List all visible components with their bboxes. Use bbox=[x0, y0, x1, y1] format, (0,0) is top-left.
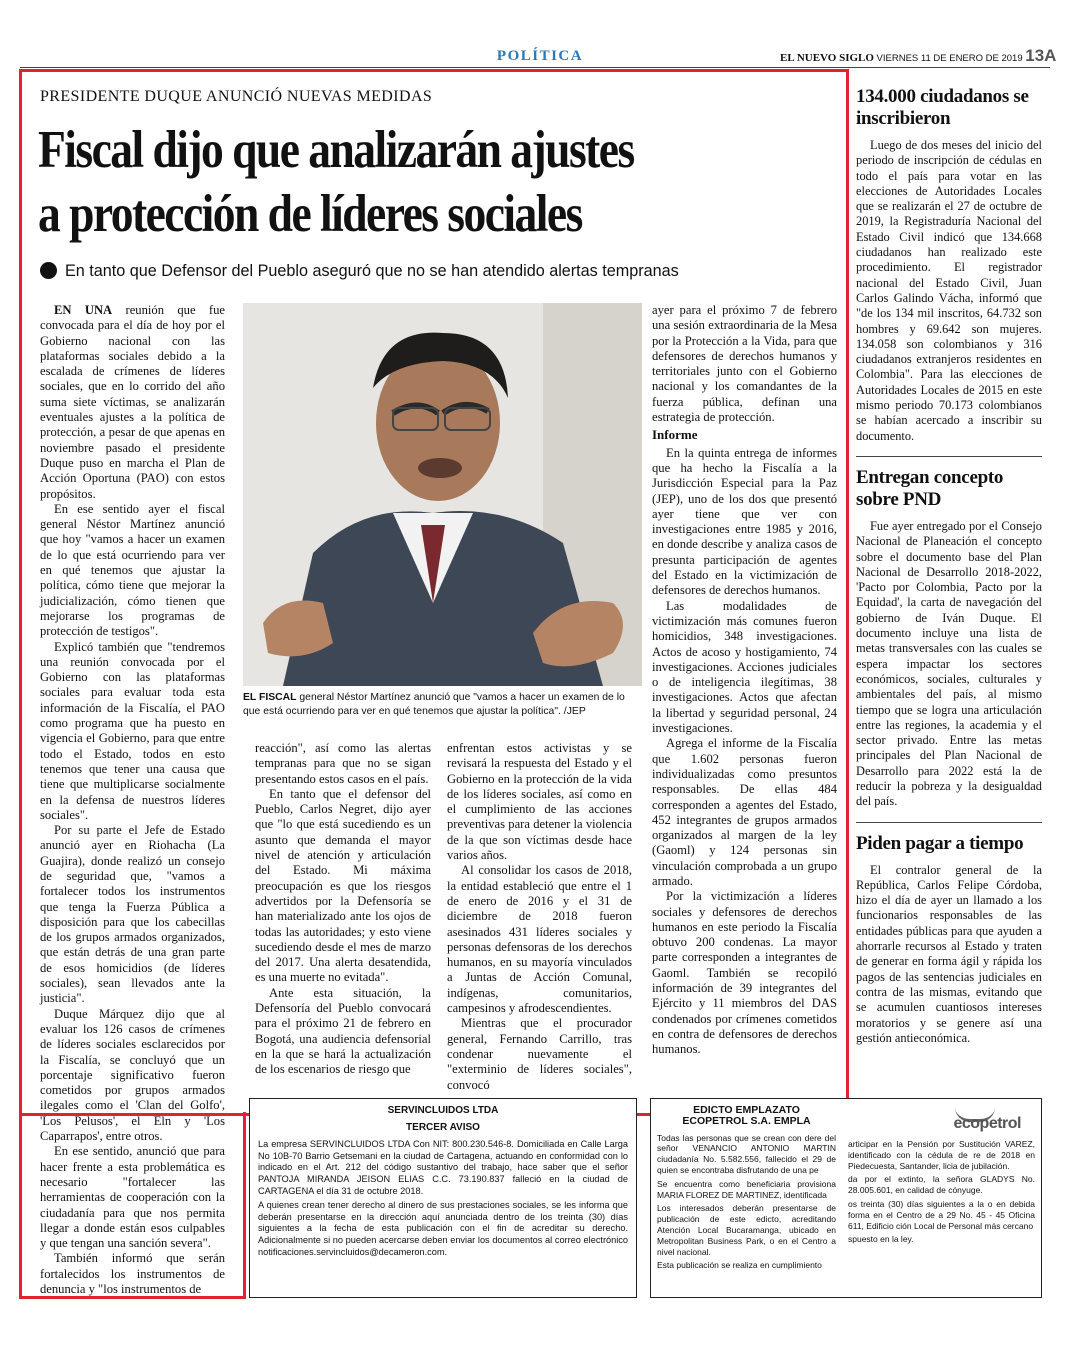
paragraph: Mientras que el procurador general, Fernando Carrillo, tras condenar nuevamente el "exterminio de líderes sociales", convocó bbox=[447, 1016, 632, 1092]
paragraph: En la quinta entrega de informes que ha hecho la Fiscalía a la Jurisdicción Especial para la Paz (JEP), uno de los dos que presentó ayer tiene que ver con investigaciones entre 1985 y 2016, en donde describe y analiza casos de presunta participación de agentes del Estado en la victimización de defensores de derechos humanos. bbox=[652, 445, 837, 598]
ad-title: ECOPETROL S.A. EMPLA bbox=[682, 1114, 811, 1127]
subhead-text: En tanto que Defensor del Pueblo aseguró que no se han atendido alertas tempranas bbox=[65, 262, 679, 280]
ecopetrol-logo bbox=[848, 1105, 1035, 1139]
paragraph: Por la victimización a líderes sociales y defensores de derechos humanos en este periodo la Fiscalía obtuvo 200 condenas. La mayor parte corresponden a integrantes de Gaoml. También se recopiló información de 39 integrantes del Ejército y 11 miembros del DAS condenados por crímenes cometidos en contra de defensores de derechos humanos. bbox=[652, 889, 837, 1057]
lead-in: EN UNA bbox=[54, 303, 113, 317]
article-column-3 bbox=[447, 741, 632, 1093]
ad-subtitle: TERCER AVISO bbox=[406, 1121, 480, 1133]
ad-ecopetrol-right bbox=[842, 1098, 1042, 1298]
masthead-line bbox=[780, 46, 1057, 66]
subheading: Informe bbox=[652, 427, 698, 443]
bullet-icon bbox=[40, 262, 57, 279]
ad-edicto-ecopetrol bbox=[650, 1098, 842, 1298]
brief-divider bbox=[856, 456, 1042, 457]
paragraph: ayer para el próximo 7 de febrero una sesión extraordinaria de la Mesa por la Protección a la Vida, para que defensores de derechos humanos y territoriales junto con el Gobierno nacional y los comandantes de la fuerza pública, definan una estrategia de protección. bbox=[652, 303, 837, 425]
header-rule bbox=[20, 67, 1050, 68]
paragraph bbox=[40, 303, 225, 502]
headline bbox=[38, 118, 726, 246]
paragraph: enfrentan estos activistas y se revisará la respuesta del Estado y el Gobierno en la protección de la vida de los líderes sociales, así como en el cumplimiento de las acciones preventivas para detener la violencia de la que son víctimas desde hace varios años. bbox=[447, 741, 632, 863]
brief-title: 134.000 ciudadanos se inscribieron bbox=[856, 86, 1029, 129]
ad-title: EDICTO EMPLAZATO bbox=[693, 1104, 800, 1116]
paragraph: Al consolidar los casos de 2018, la entidad estableció que entre el 1 de enero de 2016 y el 31 de diciembre de 2018 fueron asesinados 431 líderes sociales y personas defensoras de los derechos humanos, en su mayoría vinculados a Juntas de Acción Comunal, indígenas, comunitarios, campesinos y afrodescendientes. bbox=[447, 863, 632, 1016]
ad-paragraph: articipar en la Pensión por Sustitución VAREZ, identificado con la cédula de re de 2018 en Piedecuesta, Santander, licia de jubilación. bbox=[848, 1139, 1035, 1171]
ad-paragraph: Los interesados deberán presentarse de publicación de este edicto, acreditando Atención Local Bucaramanga, ubicado en Metropolitan Business Park, o en el Centro a nivel nacional. bbox=[657, 1203, 836, 1257]
paragraph: Explicó también que "tendremos una reunión convocada por el Gobierno con las plataformas sociales para evaluar toda esta información de la Fiscalía, el PAO como programa que ha puesto en vigencia el Gobierno, para que entre todo el Estado, todos en esto tenemos que tener una causa que tiene que multiplicarse socialmente en la defensa de nuestros líderes sociales". bbox=[40, 639, 225, 822]
paragraph: También informó que serán fortalecidos los instrumentos de denuncia y "los instrumentos de bbox=[40, 1251, 225, 1296]
sidebar bbox=[856, 86, 1042, 1046]
page-number: 13A bbox=[1025, 46, 1057, 65]
caption-text: general Néstor Martínez anunció que "vamos a hacer un examen de lo que está ocurriendo para ver en qué tenemos que ajustar la política". /JEP bbox=[243, 692, 625, 717]
article-kicker: PRESIDENTE DUQUE ANUNCIÓ NUEVAS MEDIDAS bbox=[40, 88, 433, 105]
paragraph: En tanto que el defensor del Pueblo, Carlos Negret, dijo ayer que "lo que está sucediendo es un asunto que demanda el mayor nivel de atención y articulación del Estado. Mi máxima preocupación es que los riesgos advertidos por la Defensoría se han materializado ante los ojos de todas las autoridades; y esto viene sucediendo desde el mes de marzo del 2017. Una alerta desatendida, es una muerte no evitada". bbox=[255, 786, 431, 985]
ad-paragraph: Todas las personas que se crean con dere del señor VENANCIO ANTONIO MARTIN ciudadanía No. 5.582.556, fallecido el 29 de quien se encontraba disfrutando de una pe bbox=[657, 1132, 836, 1175]
brief-divider bbox=[856, 822, 1042, 823]
headline-line-1: Fiscal dijo que analizarán ajustes bbox=[38, 121, 634, 179]
headline-line-2: a protección de líderes sociales bbox=[38, 185, 582, 243]
brief-title: Entregan concepto sobre PND bbox=[856, 466, 1004, 510]
paragraph-text: reunión que fue convocada para el día de hoy por el Gobierno nacional con las plataformas sociales debido a la escalada de crímenes de líderes sociales, que en lo corrido del año suma siete víctimas, se analizarán eventuales ajustes a la política de protección, a pesar de que apenas en noviembre pasado el presidente Duque puso en marcha el Plan de Acción Oportuna (PAO) con estos propósitos. bbox=[40, 303, 225, 501]
paragraph: El contralor general de la República, Carlos Felipe Córdoba, hizo el día de ayer un llamado a los funcionarios responsables de las entidades públicas para que ayuden a ahorrarle recursos al Estado y traten de generar en forma ágil y rápida los pagos de las sentencias judiciales en contra de las mismas, evitando que se acumulen cuantiosos intereses moratorios y se genere así una gestión antieconómica. bbox=[856, 862, 1042, 1045]
logo-text: ecopetrol bbox=[953, 1115, 1021, 1132]
paper-name: EL NUEVO SIGLO bbox=[780, 52, 874, 64]
ad-paragraph: Se encuentra como beneficiaria provisiona MARIA FLOREZ DE MARTINEZ, identificada bbox=[657, 1178, 836, 1200]
ad-servincluidos bbox=[249, 1098, 637, 1298]
ad-paragraph: spuesto en la ley. bbox=[848, 1234, 914, 1245]
subhead bbox=[40, 262, 830, 281]
paragraph: reacción", así como las alertas tempranas para que no se sigan presentando estos casos en el país. bbox=[255, 741, 431, 786]
paragraph: Las modalidades de victimización más comunes fueron homicidios, 348 investigaciones. Actos de acoso y hostigamiento, 74 investigaciones. Acciones judiciales o de inteligencia ilegítimas, 38 investigaciones. Actos que afectan la libertad y seguridad personal, 24 investigaciones. bbox=[652, 598, 837, 736]
section-label: POLÍTICA bbox=[496, 48, 584, 64]
paragraph: Ante esta situación, la Defensoría del Pueblo convocará para el próximo 21 de febrero en Bogotá, una audiencia defensorial en la que se hará la actualización de los escenarios de riesgo que bbox=[255, 985, 431, 1077]
ad-paragraph: A quienes crean tener derecho al dinero de sus prestaciones sociales, se les informa que deberán presentarse en la dirección aquí anunciada dentro de los treinta (30) días siguientes a la fecha de esta publicación con el fin de acreditar su derecho. Adicionalmente si no pueden acercarse deben enviar los documentos al correo electrónico notificaciones.servincluidos@decameron.com. bbox=[258, 1200, 628, 1257]
paragraph: Agrega el informe de la Fiscalía que 1.602 personas fueron individualizadas como presuntos responsables. De ellas 484 corresponden a agentes del Estado, 452 integrantes de grupos armados organizados al margen de la ley (Gaoml) y 124 personas sin vinculación comprobada a un grupo armado. bbox=[652, 736, 837, 888]
article-column-1 bbox=[40, 303, 225, 1297]
paragraph: Luego de dos meses del inicio del periodo de inscripción de cédulas en todo el país para votar en las elecciones de Autoridades Locales que se realizarán el 27 de octubre de 2019, la Registraduría Nacional del Estado Civil indicó que 134.668 ciudadanos han realizado este procedimiento. El registrador nacional del Estado Civil, Juan Carlos Galindo Vácha, informó que "de los 134 mil inscritos, 64.732 son hombres y 69.642 son mujeres. 134.058 son colombianos y 316 ciudadanos extranjeros residentes en Colombia". Para las elecciones de Autoridades Locales de 2015 en este mismo periodo 70.173 colombianos se habían acercado a inscribir su documento. bbox=[856, 138, 1042, 443]
fiscal-photo bbox=[243, 303, 642, 686]
ad-paragraph: Esta publicación se realiza en cumplimiento bbox=[657, 1260, 822, 1271]
brief-item bbox=[856, 467, 1042, 810]
brief-title: Piden pagar a tiempo bbox=[856, 832, 1024, 854]
ad-title: SERVINCLUIDOS LTDA bbox=[387, 1105, 499, 1116]
brief-text bbox=[856, 519, 1042, 810]
paragraph: Duque Márquez dijo que al evaluar los 126 casos de crímenes de líderes sociales esclarecidos por la Fiscalía, se concluyó que un porcentaje significativo fueron cometidos por grupos armados ilegales como el 'Clan del Golfo', 'Los Pelusos', el Eln y 'Los Caparrapos', entre otros. bbox=[40, 1006, 225, 1144]
article-column-2 bbox=[255, 741, 431, 1078]
brief-text bbox=[856, 138, 1042, 444]
photo-caption bbox=[243, 691, 638, 718]
paragraph: En ese sentido ayer el fiscal general Néstor Martínez anunció que hoy "vamos a hacer un examen de lo que está ocurriendo para ver en qué tenemos que ajustar la política, cómo tiene que mejorar la judicialización, cómo tienen que mejorarse los programas de protección de testigos". bbox=[40, 501, 225, 639]
brief-item bbox=[856, 86, 1042, 444]
paragraph: Por su parte el Jefe de Estado anunció ayer en Riohacha (La Guajira), donde realizó un consejo de seguridad que, "vamos a fortalecer todos los instrumentos que tenga la Fuerza Pública a disposición para que los cabecillas de los grupos armados organizados, que están detrás de una gran parte de esos homicidios (de líderes sociales), sean llevados ante la justicia". bbox=[40, 823, 225, 1006]
paragraph: En ese sentido, anunció que para hacer frente a esta problemática es necesario "fortalecer las herramientas de cooperación con la ciudadanía para que nos permita llegar a donde están esos culpables y que tengan una sanción severa". bbox=[40, 1144, 225, 1251]
brief-text bbox=[856, 863, 1042, 1047]
ad-paragraph: La empresa SERVINCLUIDOS LTDA Con NIT: 800.230.546-8. Domiciliada en Calle Larga No 10B-70 Barrio Getsemani en la ciudad de Cartagena, actuando en conformidad con lo indicado en el Art. 212 del código sustantivo del trabajo, hace saber que el señor PANTOJA MIRANDA JEISON ELIAS C.C. 73.190.837 falleció en la ciudad de CARTAGENA el día 31 de octubre 2018. bbox=[258, 1139, 628, 1196]
fiscal-portrait-icon bbox=[243, 303, 642, 686]
brief-item bbox=[856, 833, 1042, 1047]
ad-paragraph: da por el extinto, la señora GLADYS No. 28.005.601, en calidad de cónyuge. bbox=[848, 1174, 1035, 1196]
ad-paragraph: os treinta (30) días siguientes a la o en debida forma en el Centro de a 29 No. 45 - 45 Oficina 611, Edificio ción Local de Personal más cercano bbox=[848, 1198, 1035, 1231]
caption-lead: EL FISCAL bbox=[243, 692, 297, 703]
paragraph: Fue ayer entregado por el Consejo Nacional de Planeación el concepto sobre el documento base del Plan Nacional de Desarrollo 2018-2022, 'Pacto por Colombia, Pacto por la Equidad', la carta de navegación del gobierno de Iván Duque. El documento incluye una lista de metas transversales con las cuales se espera impactar los sectores económicos, sociales, culturales y ambientales del país, al mismo tiempo que se logra una articulación entre las regiones, la academia y el sector privado. Entre las metas principales del Plan Nacional de Desarrollo para 2022 está la de reducir la pobreza y la desigualdad del país. bbox=[856, 518, 1042, 809]
article-column-4 bbox=[652, 303, 837, 1058]
issue-date: VIERNES 11 DE ENERO DE 2019 bbox=[876, 53, 1023, 64]
